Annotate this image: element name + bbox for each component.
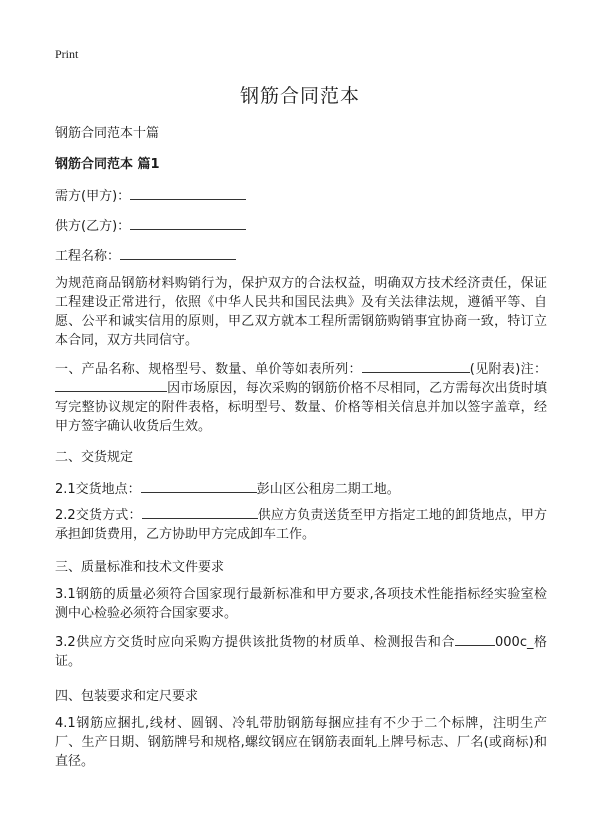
section-1-blank-b (55, 379, 167, 392)
section-1-text: 因市场原因，每次采购的钢筋价格不尽相同，乙方需每次出货时填写完整协议规定的附件表格，标明型号、数量、价格等相关信息并加以签字盖章，经甲方签字确认收货后生效。 (55, 381, 547, 434)
document-title: 钢筋合同范本 (239, 85, 360, 107)
heading-delivery: 二、交货规定 (55, 450, 134, 465)
intro-paragraph: 为规范商品钢筋材料购销行为，保护双方的合法权益，明确双方技术经济责任，保证工程建设正常进行，依照《中华人民共和国民法典》及有关法律法规，遵循平等、自愿、公平和诚实信用的原则，甲乙双方就本工程所需钢筋购销事宜协商一致，特订立本合同，双方共同信守。 (55, 276, 547, 348)
delivery-location-value: 彭山区公租房二期工地。 (256, 482, 400, 497)
section-1-paragraph (55, 360, 547, 436)
delivery-location-label: 2.1交货地点： (55, 482, 141, 497)
section-title: 钢筋合同范本 篇1 (55, 157, 160, 172)
delivery-method-blank (142, 506, 258, 519)
quality-3-1-paragraph: 3.1钢筋的质量必须符合国家现行最新标准和甲方要求,各项技术性能指标经实验室检测中心检验必须符合国家要求。 (55, 587, 547, 621)
project-blank (120, 247, 236, 260)
project-field (55, 245, 236, 264)
delivery-location-blank (141, 480, 257, 493)
buyer-field (55, 185, 246, 204)
quality-3-2-tail: 000c_格证。 (55, 635, 547, 669)
supplier-blank (130, 217, 246, 230)
buyer-label: 需方(甲方)： (55, 189, 131, 204)
quality-3-2-blank (455, 633, 495, 646)
document-subtitle: 钢筋合同范本十篇 (55, 126, 160, 141)
supplier-label: 供方(乙方)： (55, 219, 131, 234)
quality-3-2-paragraph (55, 633, 547, 671)
print-link[interactable]: Print (55, 47, 79, 61)
project-label: 工程名称： (55, 249, 121, 264)
quality-3-2-text: 3.2供应方交货时应向采购方提供该批货物的材质单、检测报告和合 (55, 635, 455, 650)
packaging-4-1-paragraph: 4.1钢筋应捆扎,线材、圆钢、冷轧带肋钢筋每捆应挂有不少于二个标牌，注明生产厂、生产日期、钢筋牌号和规格,螺纹钢应在钢筋表面轧上牌号标志、厂名(或商标)和直径。 (55, 716, 547, 769)
buyer-blank (130, 187, 246, 200)
delivery-method-text: 供应方负责送货至甲方指定工地的卸货地点，甲方承担卸货费用，乙方协助甲方完成卸车工作。 (55, 508, 547, 542)
delivery-method-label: 2.2交货方式： (55, 508, 142, 523)
supplier-field (55, 215, 246, 234)
section-1-blank-a (362, 360, 470, 373)
heading-quality: 三、质量标准和技术文件要求 (55, 560, 225, 575)
section-1-lead: 一、产品名称、规格型号、数量、单价等如表所列： (55, 362, 362, 377)
delivery-method-paragraph (55, 506, 547, 544)
delivery-location (55, 478, 400, 497)
heading-packaging: 四、包装要求和定尺要求 (55, 689, 199, 704)
section-1-attachment: (见附表)注： (469, 362, 547, 377)
